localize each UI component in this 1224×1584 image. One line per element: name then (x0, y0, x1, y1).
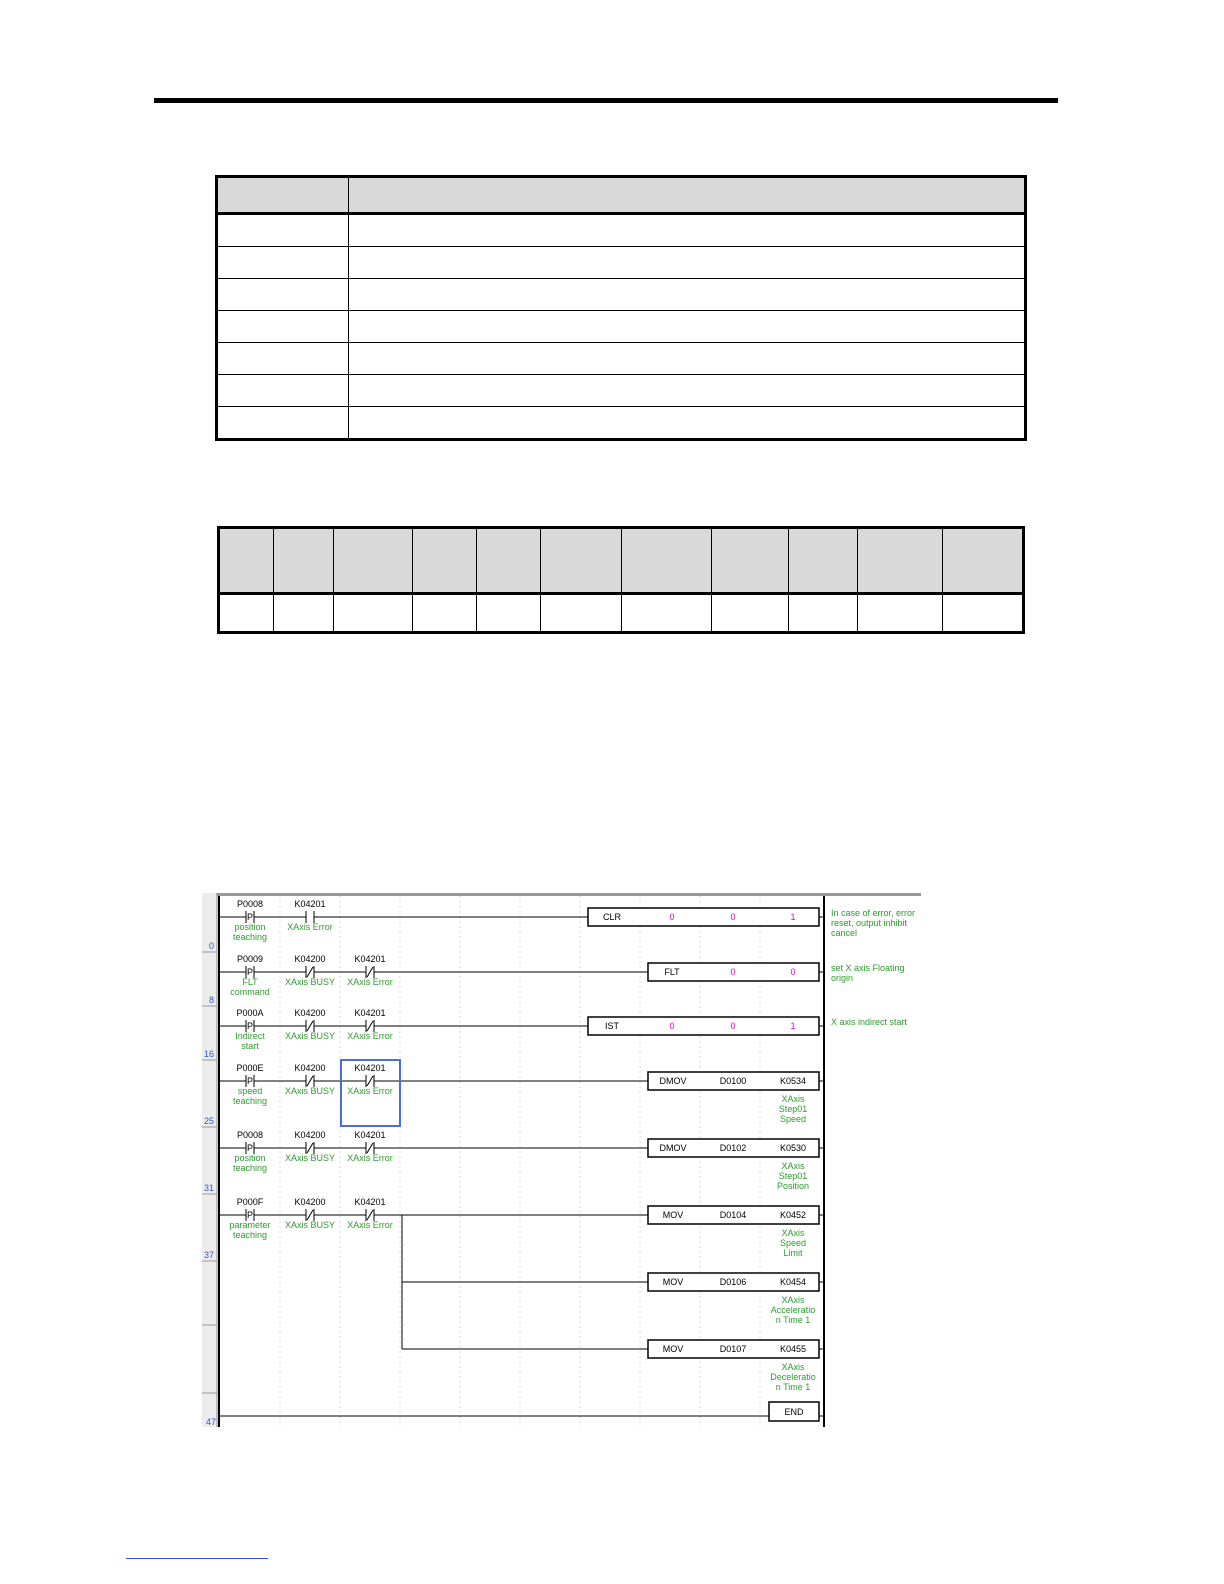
instruction-opcode: MOV (662, 1277, 684, 1287)
contact-comment: parameter (229, 1220, 271, 1230)
table-cell (217, 247, 349, 279)
header-rule (154, 98, 1058, 103)
ladder-diagram (202, 893, 921, 1427)
table-2-header-cell (334, 528, 413, 594)
operand-comment: XAxis (781, 1228, 805, 1238)
operand-comment: Limit (783, 1248, 803, 1258)
table-1-header-row (217, 177, 1026, 214)
contact-comment: command (230, 987, 270, 997)
contact-type-label: P (246, 1076, 254, 1086)
contact-type-label: P (246, 1021, 254, 1031)
table-cell (943, 594, 1024, 633)
table-row (219, 594, 1024, 633)
ladder-step-gutter (202, 893, 217, 1427)
instruction-operand: D0102 (719, 1143, 747, 1153)
instruction-operand: D0100 (719, 1076, 747, 1086)
ladder-top-border (202, 893, 921, 896)
step-number: 47 (205, 1417, 216, 1427)
table-cell (217, 343, 349, 375)
instruction-operand: 0 (730, 967, 736, 977)
step-number: 31 (203, 1183, 214, 1193)
table-2-header-cell (413, 528, 477, 594)
contact-address: K04200 (294, 1063, 326, 1073)
contact-comment: position (234, 1153, 266, 1163)
contact-comment: Indirect (235, 1031, 265, 1041)
rung-note: cancel (831, 928, 858, 938)
table-2-header-row (219, 528, 1024, 594)
instruction-operand: K0530 (779, 1143, 807, 1153)
contact-comment: XAxis BUSY (284, 1153, 336, 1163)
table-cell (217, 375, 349, 407)
table-2 (217, 526, 1025, 634)
instruction-operand: 0 (790, 967, 796, 977)
instruction-operand: K0454 (779, 1277, 807, 1287)
contact-address: K04201 (354, 1130, 386, 1140)
contact-address: P0008 (236, 899, 264, 909)
operand-comment: Position (776, 1181, 810, 1191)
contact-comment: teaching (232, 932, 268, 942)
table-row (217, 214, 1026, 247)
table-1-header-cell (217, 177, 349, 214)
instruction-operand: 1 (790, 912, 796, 922)
instruction-operand: 1 (790, 1021, 796, 1031)
table-cell (217, 279, 349, 311)
contact-comment: XAxis Error (347, 1031, 393, 1041)
instruction-opcode: IST (604, 1021, 620, 1031)
contact-type-label: P (246, 912, 254, 922)
instruction-operand: K0452 (779, 1210, 807, 1220)
rung-note: X axis indirect start (831, 1017, 908, 1027)
table-row (217, 407, 1026, 440)
contact-comment: teaching (232, 1230, 268, 1240)
instruction-operand: D0106 (719, 1277, 747, 1287)
contact-address: K04201 (354, 1197, 386, 1207)
rung-note: set X axis Floating (831, 963, 905, 973)
table-cell (349, 375, 1026, 407)
table-cell (789, 594, 858, 633)
instruction-operand: K0455 (779, 1344, 807, 1354)
table-cell (349, 407, 1026, 440)
step-number: 8 (208, 995, 214, 1005)
table-2-header-cell (219, 528, 274, 594)
operand-comment: Deceleratio (770, 1372, 816, 1382)
contact-comment: XAxis BUSY (284, 1031, 336, 1041)
operand-comment: Speed (779, 1114, 807, 1124)
table-row (217, 375, 1026, 407)
step-number: 25 (203, 1116, 214, 1126)
rung-note: origin (831, 973, 854, 983)
instruction-opcode: FLT (664, 967, 680, 977)
table-cell (858, 594, 943, 633)
instruction-operand: 0 (669, 912, 675, 922)
table-cell (349, 247, 1026, 279)
contact-comment: speed (237, 1086, 263, 1096)
table-row (217, 311, 1026, 343)
table-cell (274, 594, 334, 633)
table-1 (215, 175, 1027, 441)
step-number: 16 (203, 1049, 214, 1059)
table-2-header-cell (789, 528, 858, 594)
contact-type-label: P (246, 967, 254, 977)
operand-comment: n Time 1 (775, 1315, 811, 1325)
table-cell (712, 594, 789, 633)
ladder-canvas (202, 893, 921, 1427)
footer-link-underline (126, 1558, 268, 1559)
instruction-box (588, 1017, 819, 1035)
operand-comment: XAxis (781, 1362, 805, 1372)
table-2-header-cell (622, 528, 712, 594)
contact-comment: teaching (232, 1163, 268, 1173)
contact-comment: XAxis BUSY (284, 1220, 336, 1230)
instruction-operand: 0 (669, 1021, 675, 1031)
table-cell (622, 594, 712, 633)
rung-note: In case of error, error (831, 908, 916, 918)
operand-comment: XAxis (781, 1094, 805, 1104)
table-cell (477, 594, 541, 633)
contact-comment: position (234, 922, 266, 932)
table-2-header-cell (541, 528, 622, 594)
instruction-operand: D0104 (719, 1210, 747, 1220)
contact-address: P0009 (236, 954, 264, 964)
table-cell (349, 214, 1026, 247)
table-row (217, 279, 1026, 311)
instruction-opcode: MOV (662, 1344, 684, 1354)
contact-comment: teaching (232, 1096, 268, 1106)
step-number: 0 (208, 941, 214, 951)
operand-comment: Acceleratio (770, 1305, 816, 1315)
table-cell (334, 594, 413, 633)
table-cell (541, 594, 622, 633)
end-instruction: END (784, 1407, 804, 1417)
instruction-opcode: CLR (602, 912, 622, 922)
instruction-opcode: DMOV (659, 1143, 687, 1153)
contact-address: K04201 (354, 1063, 386, 1073)
operand-comment: Speed (779, 1238, 807, 1248)
contact-type-label: P (246, 1143, 254, 1153)
contact-address: K04200 (294, 1008, 326, 1018)
contact-address: K04201 (294, 899, 326, 909)
contact-address: K04200 (294, 954, 326, 964)
instruction-opcode: DMOV (659, 1076, 687, 1086)
operand-comment: XAxis (781, 1295, 805, 1305)
table-cell (349, 311, 1026, 343)
step-number: 37 (203, 1250, 214, 1260)
operand-comment: n Time 1 (775, 1382, 811, 1392)
table-row (217, 247, 1026, 279)
table-2-header-cell (477, 528, 541, 594)
table-2-header-cell (712, 528, 789, 594)
table-cell (413, 594, 477, 633)
contact-comment: XAxis Error (287, 922, 333, 932)
contact-address: K04200 (294, 1130, 326, 1140)
contact-address: K04200 (294, 1197, 326, 1207)
contact-comment: XAxis Error (347, 977, 393, 987)
rung-note: reset, output inhibit (831, 918, 908, 928)
instruction-box (588, 908, 819, 926)
contact-comment: XAxis Error (347, 1153, 393, 1163)
table-row (217, 343, 1026, 375)
contact-comment: FLT (242, 977, 258, 987)
table-cell (217, 407, 349, 440)
contact-address: P0008 (236, 1130, 264, 1140)
instruction-operand: 0 (730, 912, 736, 922)
instruction-operand: 0 (730, 1021, 736, 1031)
instruction-operand: D0107 (719, 1344, 747, 1354)
table-cell (349, 279, 1026, 311)
contact-comment: XAxis Error (347, 1086, 393, 1096)
contact-address: P000F (236, 1197, 264, 1207)
contact-comment: start (241, 1041, 259, 1051)
table-2-header-cell (274, 528, 334, 594)
contact-address: K04201 (354, 1008, 386, 1018)
table-cell (349, 343, 1026, 375)
table-1-header-cell (349, 177, 1026, 214)
contact-address: P000A (236, 1008, 264, 1018)
operand-comment: Step01 (778, 1104, 808, 1114)
table-2-header-cell (943, 528, 1024, 594)
operand-comment: Step01 (778, 1171, 808, 1181)
contact-comment: XAxis Error (347, 1220, 393, 1230)
contact-address: K04201 (354, 954, 386, 964)
table-cell (217, 311, 349, 343)
table-2-header-cell (858, 528, 943, 594)
contact-type-label: P (246, 1210, 254, 1220)
table-cell (219, 594, 274, 633)
contact-comment: XAxis BUSY (284, 1086, 336, 1096)
table-cell (217, 214, 349, 247)
operand-comment: XAxis (781, 1161, 805, 1171)
instruction-opcode: MOV (662, 1210, 684, 1220)
instruction-operand: K0534 (779, 1076, 807, 1086)
contact-address: P000E (236, 1063, 264, 1073)
contact-comment: XAxis BUSY (284, 977, 336, 987)
